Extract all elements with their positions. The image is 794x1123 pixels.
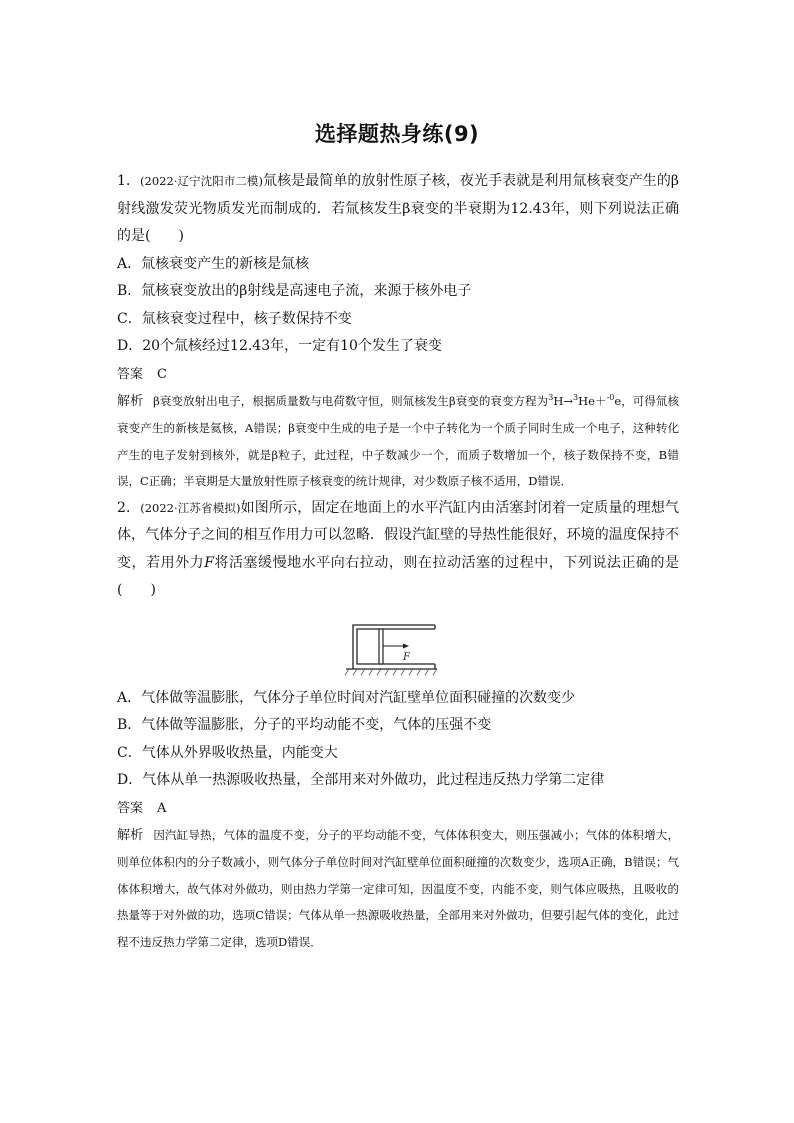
q2-stem-text-b: 将活塞缓慢地水平向右拉动，则在拉动活塞的过程中，下列说法正确的是( ) (117, 554, 679, 598)
q2-force-symbol: F (204, 554, 214, 571)
q1-explanation (117, 388, 679, 495)
q2-answer-value: A (157, 800, 167, 816)
piston (379, 629, 383, 664)
q2-source: (2022·江苏省模拟) (140, 500, 241, 515)
q1-charge-e: -0 (606, 392, 615, 402)
q1-option-c: C．氚核衰变过程中，核子数保持不变 (117, 310, 352, 327)
q2-option-b: B．气体做等温膨胀，分子的平均动能不变，气体的压强不变 (117, 717, 492, 733)
q2-answer (117, 795, 679, 822)
q1-symbol-h: H→ (553, 393, 573, 408)
cylinder-piston-figure (343, 617, 443, 677)
q2-stem-text-a: 如图所示，固定在地面上的水平汽缸内由活塞封闭着一定质量的理想气体，气体分子之间的相互作用力可以忽略．假设汽缸壁的导热性能很好，环境的温度保持不变，若用外力 (117, 499, 679, 571)
ground-hatch (345, 669, 437, 675)
force-label: F (403, 651, 410, 663)
q1-answer-key: 答案 (117, 366, 144, 382)
q1-mass-h: 3 (548, 392, 554, 402)
q2-answer-key: 答案 (117, 800, 144, 816)
q2-explanation-text: 因汽缸导热，气体的温度不变，分子的平均动能不变，气体体积变大，则压强减小；气体的体积增大，则单位体积内的分子数减小，则气体分子单位时间对汽缸壁单位面积碰撞的次数变少，选项A正确，B错误；气体体积增大，故气体对外做功，则由热力学第一定律可知，因温度不变，内能不变，则气体应吸热，且吸收的热量等于对外做的功，选项C错误；气体从单一热源吸收热量，全部用来对外做功，但要引起气体的变化，此过程不违反热力学第二定律，选项D错误． (117, 827, 679, 949)
q1-answer (117, 361, 679, 388)
q1-answer-value: C (157, 366, 167, 382)
q1-stem (117, 168, 679, 251)
q1-option-d: D．20个氚核经过12.43年，一定有10个发生了衰变 (117, 338, 442, 354)
q1-source: (2022·辽宁沈阳市二模) (140, 174, 263, 188)
q2-number: 2． (117, 499, 141, 516)
q1-number: 1． (117, 173, 141, 189)
page-title: 选择题热身练(9) (314, 122, 480, 146)
q2-option-d: D．气体从单一热源吸收热量，全部用来对外做功，此过程违反热力学第二定律 (117, 772, 605, 788)
q2-option-c: C．气体从外界吸收热量，内能变大 (117, 744, 338, 761)
q1-explanation-key: 解析 (117, 393, 144, 409)
cylinder (353, 625, 435, 669)
q1-explanation-part1: β衰变放射出电子，根据质量数与电荷数守恒，则氚核发生β衰变的衰变方程为 (153, 393, 549, 408)
force-arrow-head (403, 643, 409, 648)
q1-explanation-rest: e，可得氚核衰变产生的新核是氦核，A错误；β衰变中生成的电子是一个中子转化为一个质子同时生成一个电子，这种转化产生的电子发射到核外，就是β粒子，此过程，中子数减少一个，而质子数增加一个，核子数保持不变，B错误，C正确；半衰期是大量放射性原子核衰变的统计规律，对少数原子核不适用，D错误． (117, 393, 679, 488)
content (117, 168, 679, 955)
q1-mass-he: 3 (573, 392, 579, 402)
q1-option-b: B．氚核衰变放出的β射线是高速电子流，来源于核外电子 (117, 283, 472, 299)
q1-symbol-he: He＋ (578, 393, 607, 408)
q2-explanation-key: 解析 (117, 827, 144, 843)
q2-stem (117, 495, 679, 605)
q2-option-a: A．气体做等温膨胀，气体分子单位时间对汽缸壁单位面积碰撞的次数变少 (117, 689, 576, 706)
q1-option-a: A．氚核衰变产生的新核是氚核 (117, 255, 310, 272)
q2-explanation (117, 822, 679, 956)
q1-stem-text: 氚核是最简单的放射性原子核，夜光手表就是利用氚核衰变产生的β射线激发荧光物质发光而制成的．若氚核发生β衰变的半衰期为12.43年，则下列说法正确的是( ) (117, 173, 679, 244)
